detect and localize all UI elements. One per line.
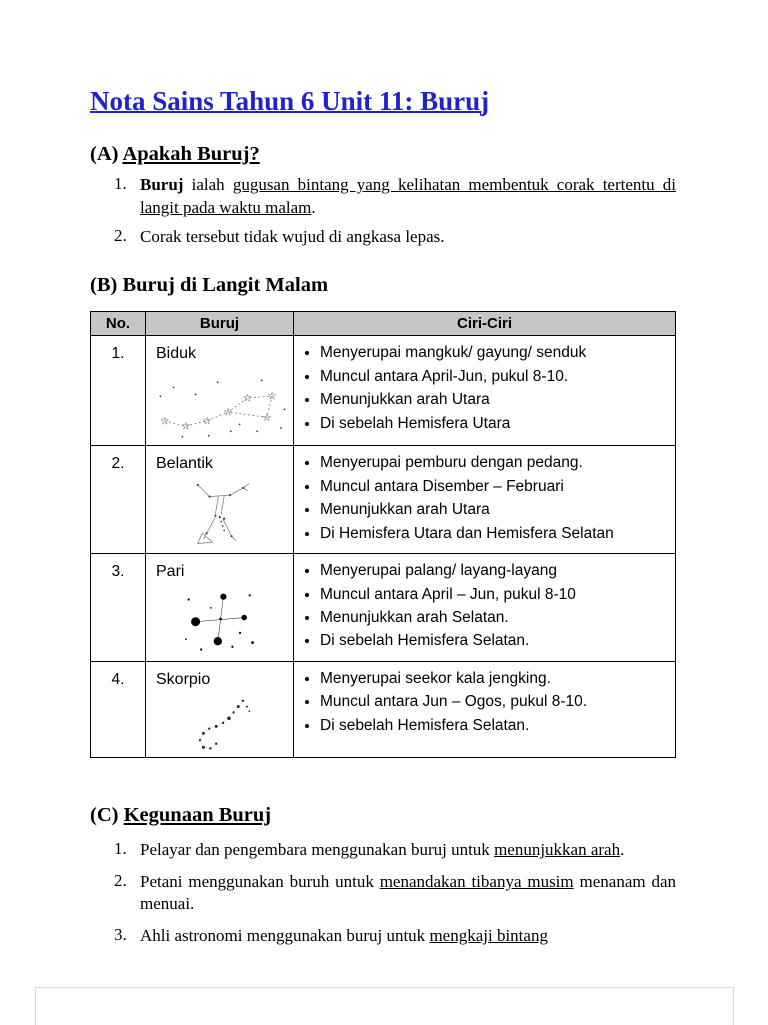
list-item-number: 1. [114, 838, 127, 858]
table-header-row [91, 312, 676, 336]
column-header-buruj: Buruj [146, 312, 294, 336]
next-page-edge [35, 987, 734, 1025]
characteristic: • Muncul antara Jun – Ogos, pukul 8-10. [320, 692, 667, 712]
svg-text:☆: ☆ [181, 420, 191, 433]
section-a-list [114, 174, 676, 248]
list-item-number: 2. [114, 870, 127, 890]
row-number: 2. [91, 446, 146, 554]
svg-text:☆: ☆ [267, 391, 277, 404]
constellation-name: Belantik [156, 455, 213, 473]
characteristic: • Menyerupai palang/ layang-layang [320, 561, 667, 581]
characteristic: • Muncul antara April-Jun, pukul 8-10. [320, 367, 667, 387]
row-number: 3. [91, 554, 146, 662]
list-item [114, 226, 676, 249]
characteristic: • Menyerupai mangkuk/ gayung/ senduk [320, 343, 667, 363]
characteristic: • Di sebelah Hemisfera Selatan. [320, 716, 667, 736]
table-row [91, 446, 676, 554]
constellation-name: Pari [156, 563, 185, 581]
list-item-text: Petani menggunakan buruh untuk menandakan tibanya musim menanam dan menuai. [140, 871, 676, 914]
characteristic: • Menunjukkan arah Utara [320, 390, 667, 410]
svg-text:☆: ☆ [242, 392, 253, 405]
list-item-text: Ahli astronomi menggunakan buruj untuk mengkaji bintang [140, 926, 548, 946]
constellation-skorpio-drawing [172, 695, 272, 753]
list-item-text: Pelayar dan pengembara menggunakan buruj untuk menunjukkan arah. [140, 839, 625, 859]
row-number: 4. [91, 661, 146, 757]
page-title: Nota Sains Tahun 6 Unit 11: Buruj [90, 86, 490, 116]
constellation-cell [146, 446, 294, 554]
characteristics-list [298, 453, 667, 544]
list-item-number: 1. [114, 174, 127, 193]
svg-text:☆: ☆ [223, 406, 233, 419]
constellation-name: Biduk [156, 345, 197, 363]
list-item-text: Buruj ialah gugusan bintang yang kelihatan membentuk corak tertentu di langit pada waktu malam. [140, 175, 676, 217]
characteristic: • Muncul antara April – Jun, pukul 8-10 [320, 585, 667, 605]
svg-text:☆: ☆ [160, 415, 170, 428]
constellation-pari-drawing [170, 587, 274, 653]
svg-text:☆: ☆ [262, 412, 272, 425]
list-item [114, 839, 676, 862]
characteristic: • Menyerupai seekor kala jengking. [320, 669, 667, 689]
section-b-heading: (B) Buruj di Langit Malam [90, 274, 329, 297]
characteristics-list [298, 561, 667, 652]
characteristics-cell [294, 446, 676, 554]
characteristic: • Muncul antara Disember – Februari [320, 477, 667, 497]
column-header-no: No. [91, 312, 146, 336]
table-row [91, 336, 676, 446]
list-item-number: 3. [114, 925, 127, 945]
characteristic: • Menunjukkan arah Utara [320, 500, 667, 520]
characteristic: • Di sebelah Hemisfera Selatan. [320, 631, 667, 651]
constellation-table [90, 311, 676, 758]
characteristics-list [298, 669, 667, 736]
section-c-heading: (C) Kegunaan Buruj [90, 803, 272, 826]
characteristics-cell [294, 661, 676, 757]
characteristic: • Di sebelah Hemisfera Utara [320, 414, 667, 434]
list-item [114, 871, 676, 917]
list-item-text: Corak tersebut tidak wujud di angkasa lepas. [140, 226, 445, 246]
section-a-heading: (A) Apakah Buruj? [90, 143, 260, 165]
section-c-list [114, 839, 676, 948]
constellation-belantik-drawing [174, 479, 270, 545]
constellation-cell [146, 336, 294, 446]
list-item-number: 2. [114, 225, 127, 245]
table-row [91, 554, 676, 662]
constellation-name: Skorpio [156, 670, 211, 688]
svg-text:☆: ☆ [202, 415, 212, 428]
constellation-biduk-drawing [156, 369, 288, 441]
characteristics-list [298, 343, 667, 434]
characteristic: • Di Hemisfera Utara dan Hemisfera Selatan [320, 524, 667, 544]
characteristic: • Menunjukkan arah Selatan. [320, 608, 667, 628]
constellation-cell [146, 661, 294, 757]
table-row [91, 661, 676, 757]
list-item [114, 174, 676, 220]
characteristic: • Menyerupai pemburu dengan pedang. [320, 453, 667, 473]
row-number: 1. [91, 336, 146, 446]
list-item [114, 925, 676, 948]
constellation-cell [146, 554, 294, 662]
characteristics-cell [294, 554, 676, 662]
characteristics-cell [294, 336, 676, 446]
column-header-ciri: Ciri-Ciri [294, 312, 676, 336]
